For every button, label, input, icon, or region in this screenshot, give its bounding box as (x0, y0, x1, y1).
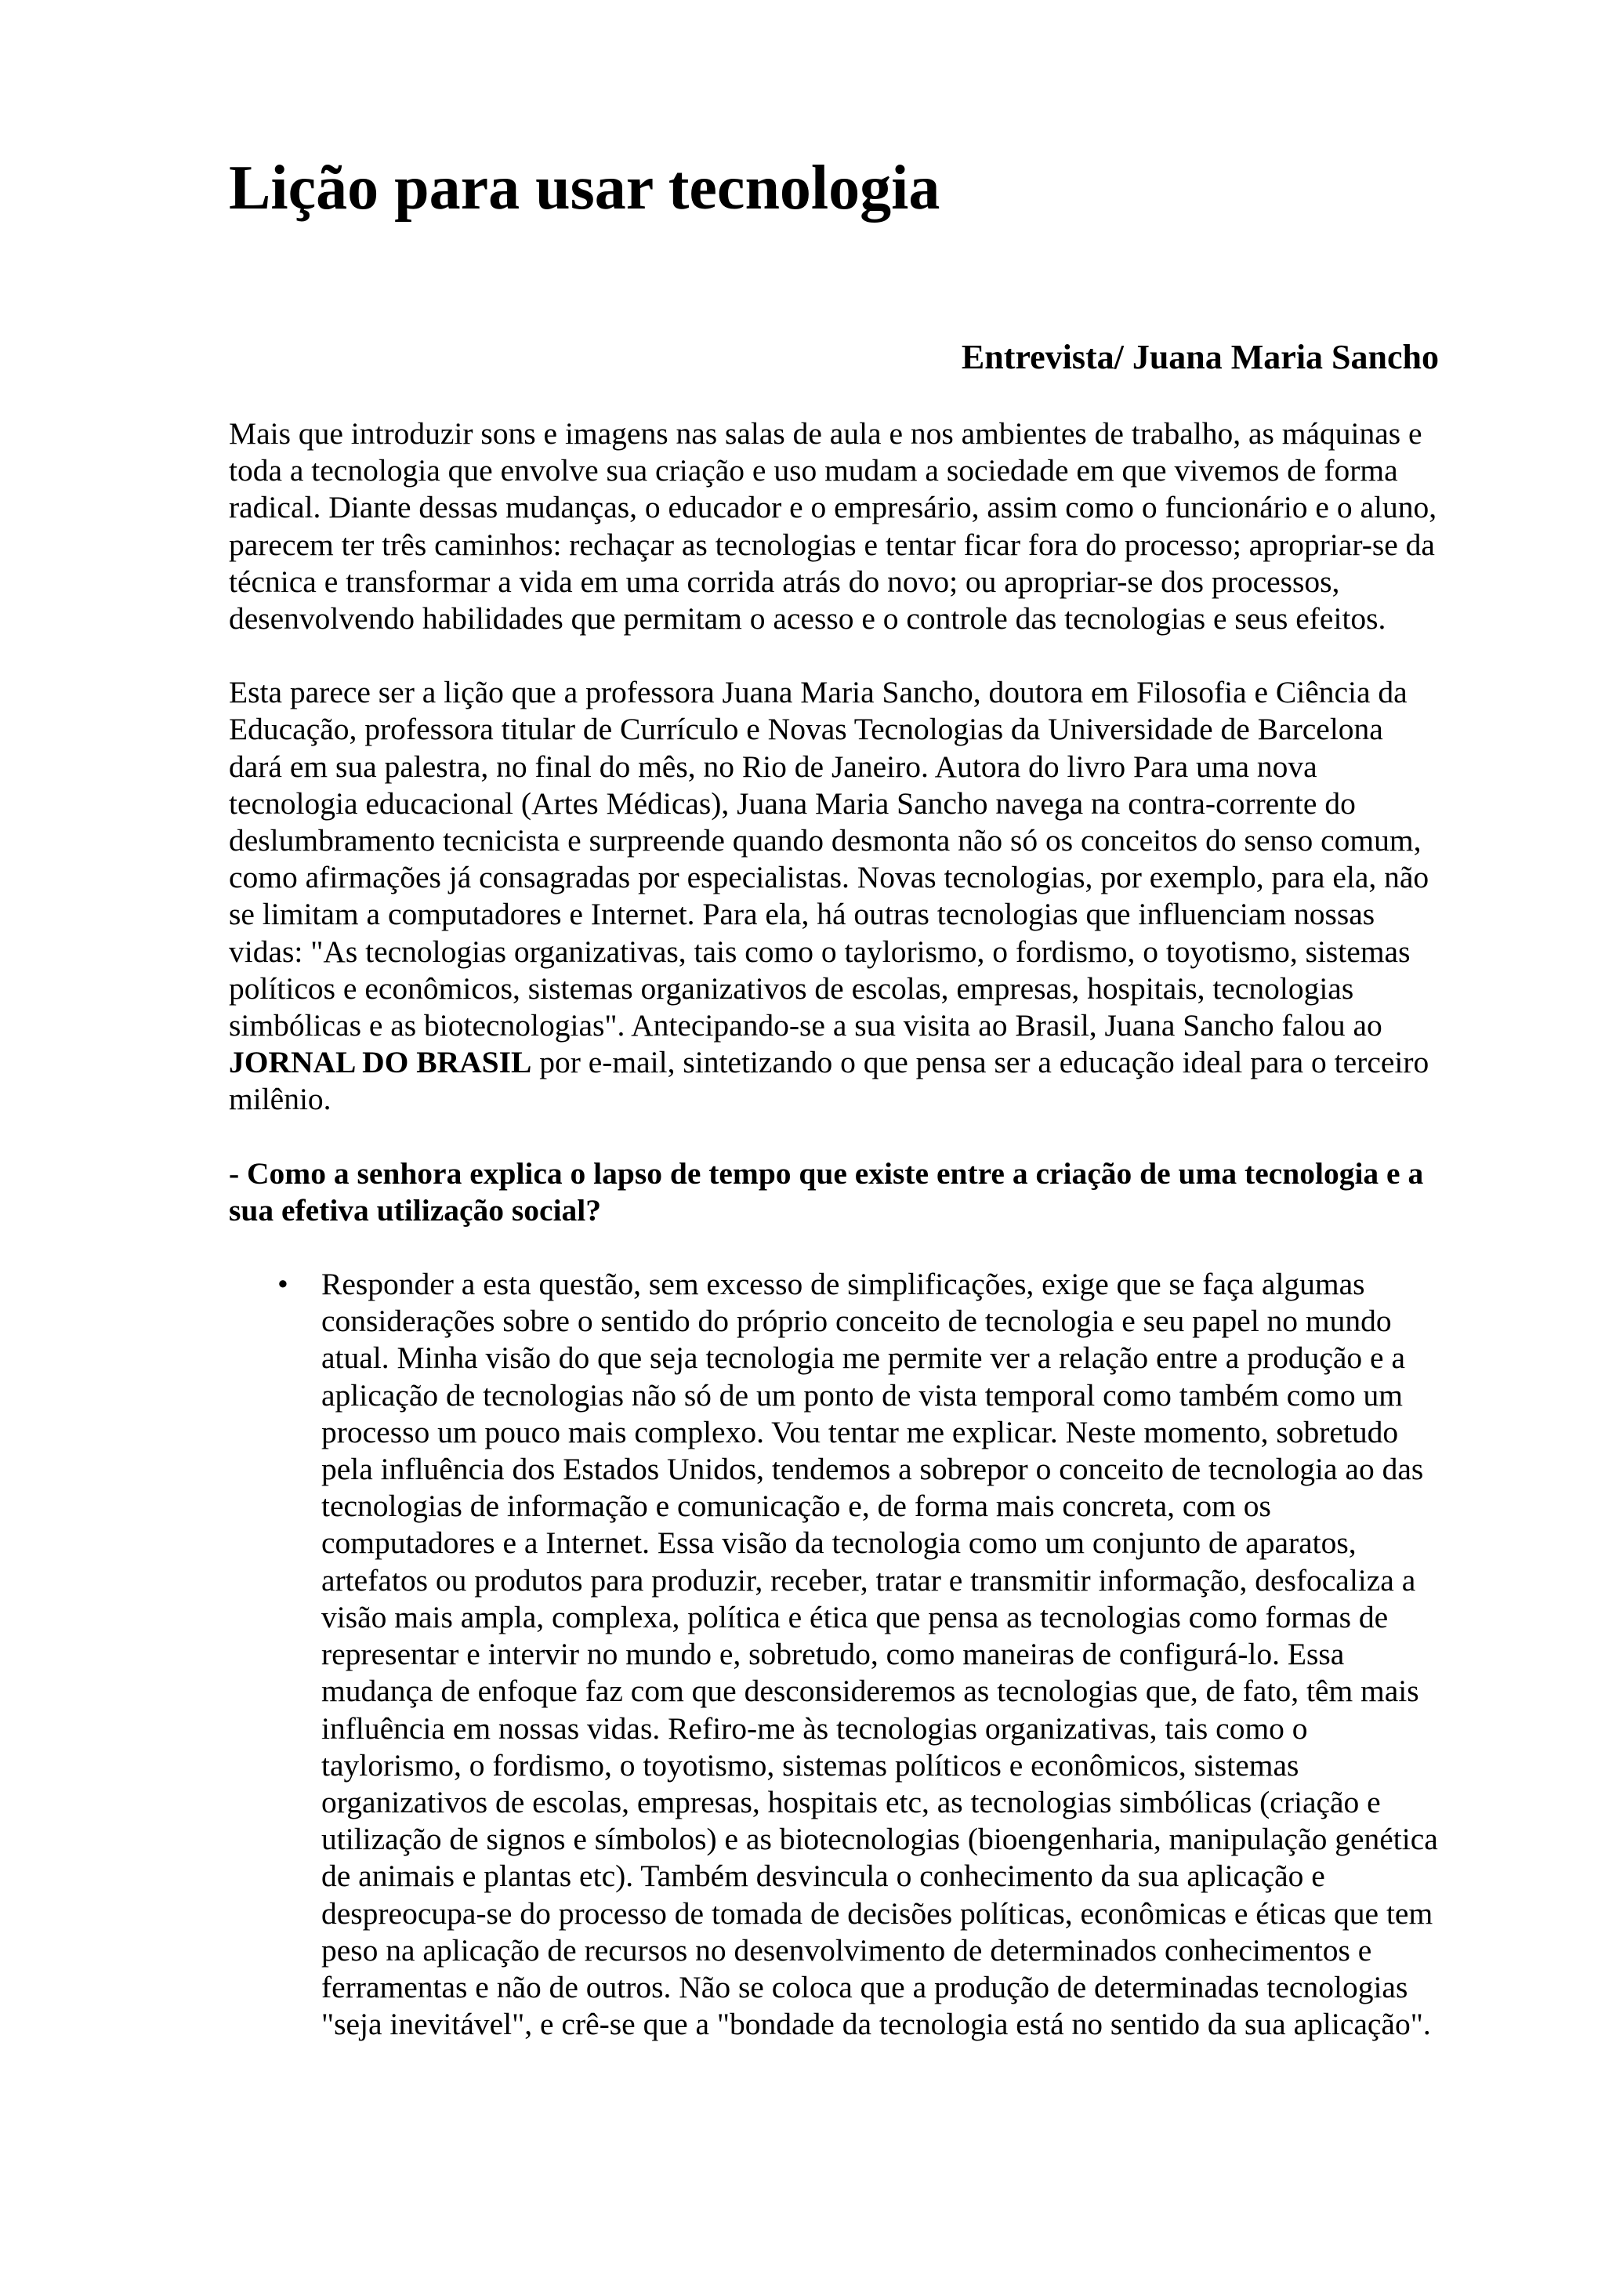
newspaper-name: JORNAL DO BRASIL (229, 1045, 532, 1080)
context-paragraph-text-end: por e-mail, sintetizando o que pensa ser a educação ideal para o terceiro milênio. (229, 1045, 1429, 1117)
context-paragraph (229, 674, 1442, 1118)
answer-text: Responder a esta questão, sem excesso de simplificações, exige que se faça algumas considerações sobre o sentido do próprio conceito de tecnologia e seu papel no mundo atual. Minha visão do que seja tecnologia me permite ver a relação entre a produção e a aplicação de tecnologias não só de um ponto de vista temporal como também como um processo um pouco mais complexo. Vou tentar me explicar. Neste momento, sobretudo pela influência dos Estados Unidos, tendemos a sobrepor o conceito de tecnologia ao das tecnologias de informação e comunicação e, de forma mais concreta, com os computadores e a Internet. Essa visão da tecnologia como um conjunto de aparatos, artefatos ou produtos para produzir, receber, tratar e transmitir informação, desfocaliza a visão mais ampla, complexa, política e ética que pensa as tecnologias como formas de representar e intervir no mundo e, sobretudo, como maneiras de configurá-lo. Essa mudança de enfoque faz com que desconsideremos as tecnologias que, de fato, têm mais influência em nossas vidas. Refiro-me às tecnologias organizativas, tais como o taylorismo, o fordismo, o toyotismo, sistemas políticos e econômicos, sistemas organizativos de escolas, empresas, hospitais etc, as tecnologias simbólicas (criação e utilização de signos e símbolos) e as biotecnologias (bioengenharia, manipulação genética de animais e plantas etc). Também desvincula o conhecimento da sua aplicação e despreocupa-se do processo de tomada de decisões políticas, econômicas e éticas que tem peso na aplicação de recursos no desenvolvimento de determinados conhecimentos e ferramentas e não de outros. Não se coloca que a produção de determinadas tecnologias "seja inevitável", e crê-se que a "bondade da tecnologia está no sentido da sua aplicação". (321, 1267, 1438, 2042)
page-title: Lição para usar tecnologia (229, 154, 940, 223)
intro-paragraph: Mais que introduzir sons e imagens nas salas de aula e nos ambientes de trabalho, as máquinas e toda a tecnologia que envolve sua criação e uso mudam a sociedade em que vivemos de forma radical. Diante dessas mudanças, o educador e o empresário, assim como o funcionário e o aluno, parecem ter três caminhos: rechaçar as tecnologias e tentar ficar fora do processo; apropriar-se da técnica e transformar a vida em uma corrida atrás do novo; ou apropriar-se dos processos, desenvolvendo habilidades que permitam o acesso e o controle das tecnologias e seus efeitos. (229, 416, 1437, 637)
bullet-icon: • (277, 1267, 288, 1302)
answer-list (229, 1266, 1442, 2043)
interview-byline: Entrevista/ Juana Maria Sancho (961, 338, 1439, 376)
context-paragraph-text-start: Esta parece ser a lição que a professora Juana Maria Sancho, doutora em Filosofia e Ciência da Educação, professora titular de Currículo e Novas Tecnologias da Universidade de Barcelona dará em sua palestra, no final do mês, no Rio de Janeiro. Autora do livro Para uma nova tecnologia educacional (Artes Médicas), Juana Maria Sancho navega na contra-corrente do deslumbramento tecnicista e surpreende quando desmonta não só os conceitos do senso comum, como afirmações já consagradas por especialistas. Novas tecnologias, por exemplo, para ela, não se limitam a computadores e Internet. Para ela, há outras tecnologias que influenciam nossas vidas: "As tecnologias organizativas, tais como o taylorismo, o fordismo, o toyotismo, sistemas políticos e econômicos, sistemas organizativos de escolas, empresas, hospitais, tecnologias simbólicas e as biotecnologias". Antecipando-se a sua visita ao Brasil, Juana Sancho falou ao (229, 675, 1429, 1043)
interview-question: - Como a senhora explica o lapso de tempo que existe entre a criação de uma tecnologia e a sua efetiva utilização social? (229, 1155, 1424, 1228)
article-body (229, 415, 1442, 2043)
answer-list-item (229, 1266, 1442, 2043)
